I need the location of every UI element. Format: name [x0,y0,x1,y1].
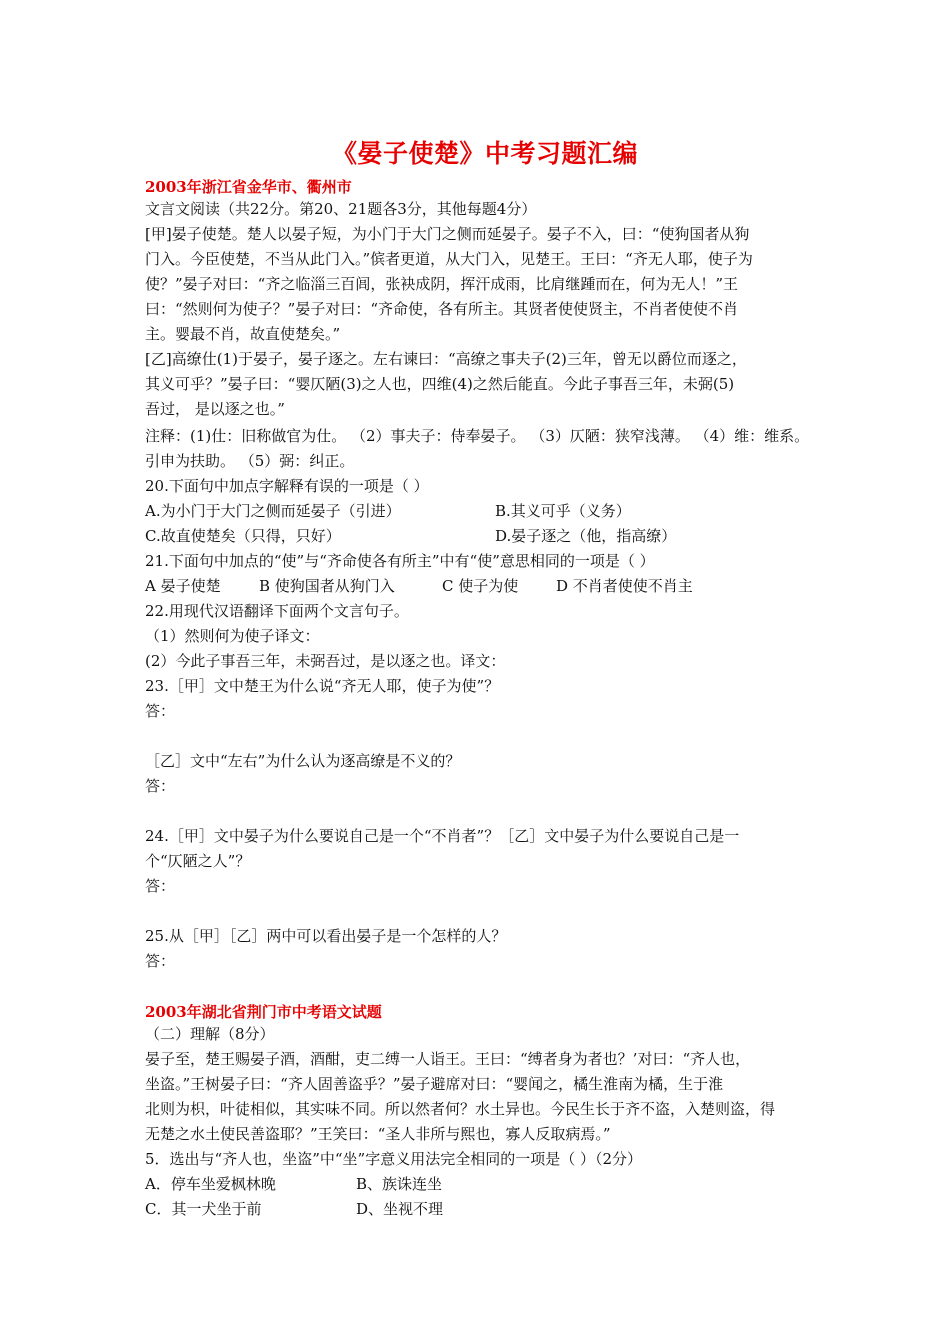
question-22-sentence-1: （1）然则何为使子译文： [145,627,320,645]
passage-yi-line: 吾过， 是以逐之也。” [145,400,285,418]
question-5-option-d: D、坐视不理 [356,1200,444,1218]
question-20-stem: 20.下面句中加点字解释有误的一项是（ ） [145,477,429,495]
question-5-stem: 5．选出与“齐人也，坐盗”中“坐”字意义用法完全相同的一项是（ ）（2分） [145,1150,643,1168]
notes-line: 注释：(1)仕：旧称做官为仕。 （2）事夫子：侍奉晏子。 （3）仄陋：狭窄浅薄。 （4）维：维系。 [145,427,810,445]
question-25-stem: 25.从［甲］［乙］两中可以看出晏子是一个怎样的人？ [145,927,507,945]
question-23-stem: 23.［甲］文中楚王为什么说“齐无人耶，使子为使”？ [145,677,500,695]
passage-2-line: 北则为枳，叶徒相似，其实味不同。所以然者何？水土异也。今民生长于齐不盗，入楚则盗，得 [145,1100,776,1118]
question-21-option-a: A 晏子使楚 [145,577,221,595]
passage-jia-line: [甲]晏子使楚。楚人以晏子短，为小门于大门之侧而延晏子。晏子不入，曰：“使狗国者从狗 [145,225,750,243]
answer-label: 答： [145,777,176,795]
answer-label: 答： [145,702,176,720]
question-21-option-b: B 使狗国者从狗门入 [259,577,395,595]
passage-2-line: 坐盗。”王树晏子曰：“齐人固善盗乎？”晏子避席对曰：“婴闻之，橘生淮南为橘，生于淮 [145,1075,724,1093]
question-5-option-c: C．其一犬坐于前 [145,1200,262,1218]
question-21-stem: 21.下面句中加点的“使”与“齐命使各有所主”中有“使”意思相同的一项是（ ） [145,552,655,570]
question-22-sentence-2: (2）今此子事吾三年，未弼吾过，是以逐之也。译文： [145,652,506,670]
section2-heading: 2003年湖北省荆门市中考语文试题 [145,1003,382,1021]
answer-label: 答： [145,952,176,970]
document-title: 《晏子使楚》中考习题汇编 [331,139,638,168]
passage-2-line: 无楚之水土使民善盗耶？”王笑曰：“圣人非所与熙也，寡人反取病焉。” [145,1125,611,1143]
question-21-option-c: C 使子为使 [442,577,519,595]
question-23-stem-2: ［乙］文中“左右”为什么认为逐高缭是不义的？ [145,752,461,770]
question-21-option-d: D 不肖者使使不肖主 [556,577,693,595]
passage-jia-line: 主。婴最不肖，故直使楚矣。” [145,325,341,343]
section2-intro: （二）理解（8分） [145,1025,275,1043]
passage-yi-line: [乙]高缭仕(1)于晏子，晏子逐之。左右谏曰：“高缭之事夫子(2)三年，曾无以爵位而逐之， [145,350,747,368]
passage-jia-line: 曰：“然则何为使子？”晏子对曰：“齐命使，各有所主。其贤者使使贤主，不肖者使使不肖 [145,300,739,318]
answer-label: 答： [145,877,176,895]
passage-jia-line: 使？”晏子对曰：“齐之临淄三百闾，张袂成阴，挥汗成雨，比肩继踵而在，何为无人！”王 [145,275,739,293]
notes-line: 引申为扶助。 （5）弼：纠正。 [145,452,355,470]
passage-jia-line: 门入。今臣使楚，不当从此门入。”傧者更道，从大门入，见楚王。王曰：“齐无人耶，使子为 [145,250,753,268]
question-20-option-d: D.晏子逐之（他，指高缭） [495,527,677,545]
passage-yi-line: 其义可乎？”晏子曰：“婴仄陋(3)之人也，四维(4)之然后能直。今此子事吾三年，未弼(5) [145,375,735,393]
question-20-option-a: A.为小门于大门之侧而延晏子（引进） [145,502,401,520]
section1-intro: 文言文阅读（共22分。第20、21题各3分，其他每题4分） [145,200,537,218]
question-20-option-c: C.故直使楚矣（只得，只好） [145,527,341,545]
question-5-option-a: A．停车坐爱枫林晚 [145,1175,276,1193]
passage-2-line: 晏子至，楚王赐晏子酒，酒酣，吏二缚一人诣王。王曰：“缚者身为者也？’对曰：“齐人也， [145,1050,751,1068]
question-20-option-b: B.其义可乎（义务） [495,502,631,520]
question-5-option-b: B、族诛连坐 [356,1175,443,1193]
section1-heading: 2003年浙江省金华市、衢州市 [145,178,352,196]
question-24-line-2: 个“仄陋之人”？ [145,852,251,870]
question-22-stem: 22.用现代汉语翻译下面两个文言句子。 [145,602,409,620]
question-24-line-1: 24.［甲］文中晏子为什么要说自己是一个“不肖者”？［乙］文中晏子为什么要说自己是一 [145,827,740,845]
